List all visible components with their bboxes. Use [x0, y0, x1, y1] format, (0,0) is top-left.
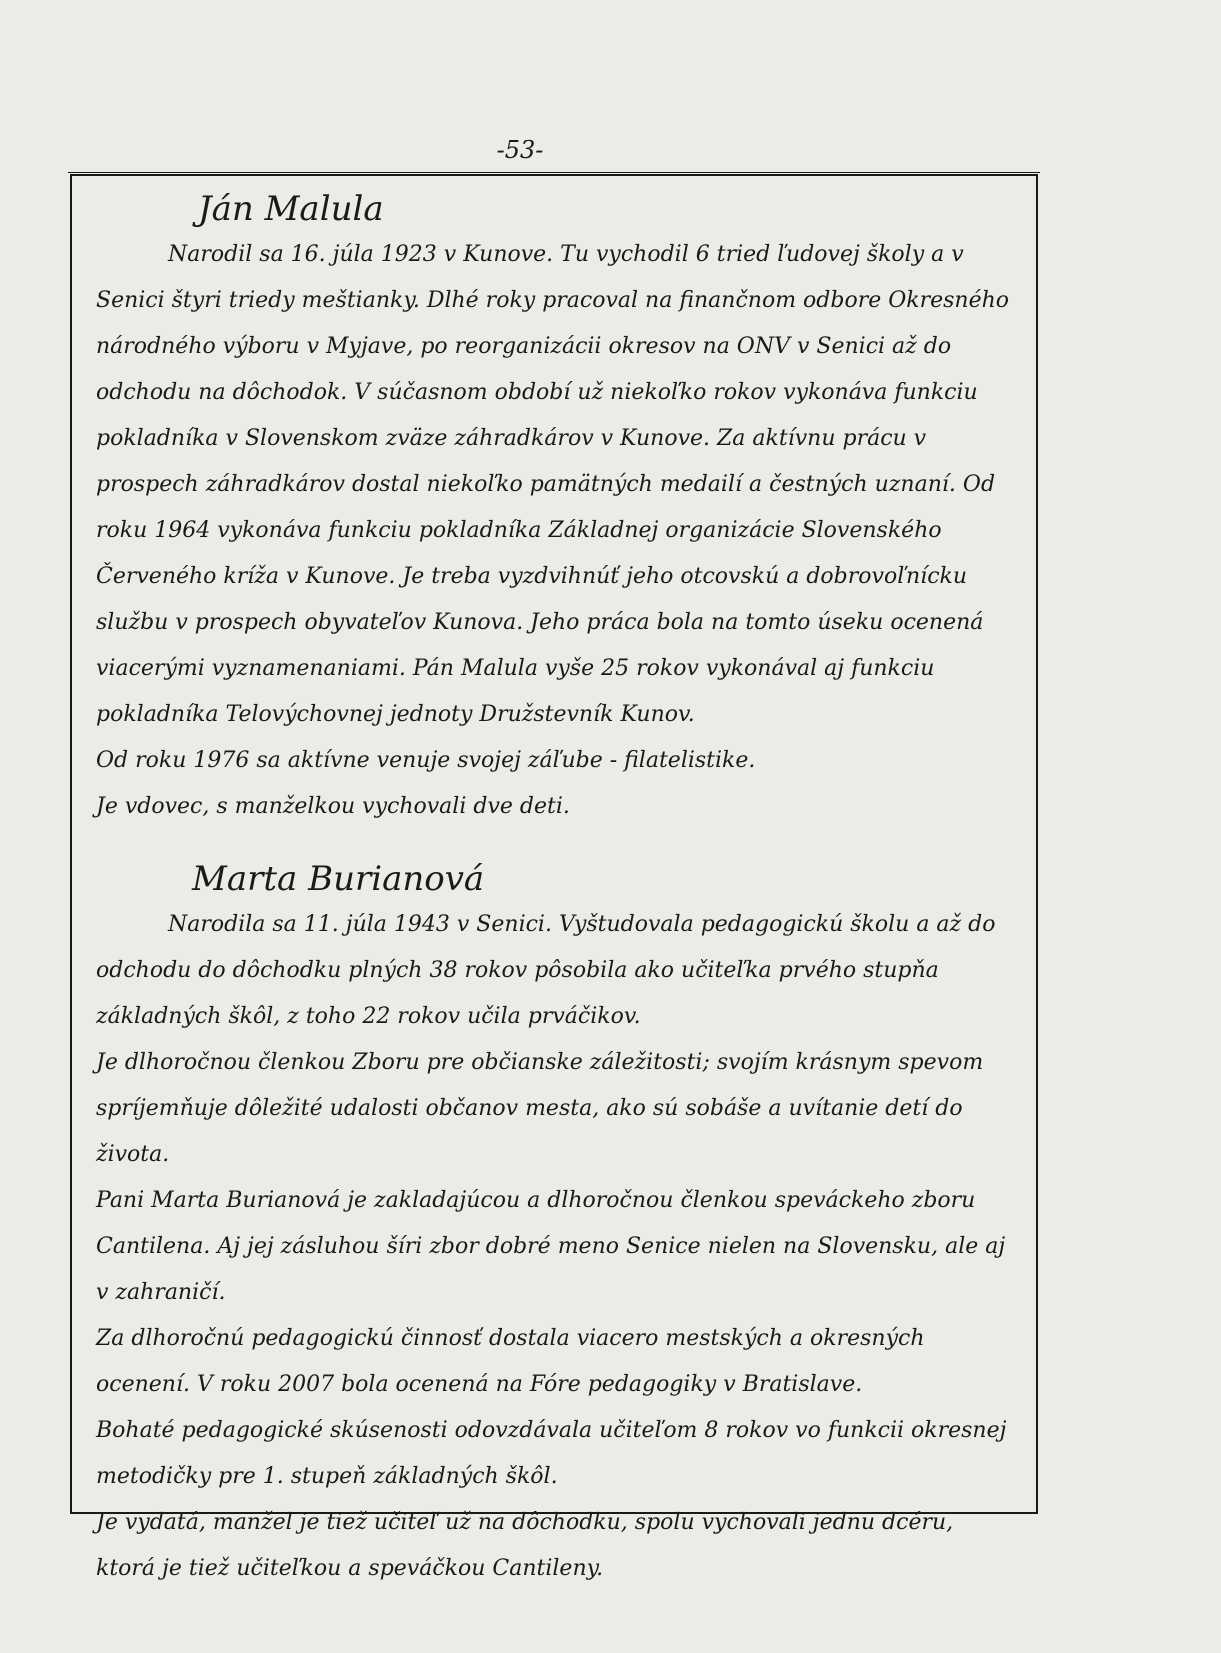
entry-paragraph: Narodila sa 11. júla 1943 v Senici. Vyštudovala pedagogickú školu a až do odchodu do dôchodku plných 38 rokov pôsobila ako učiteľka prvého stupňa základných škôl, z toho 22 rokov učila prváčikov. [96, 912, 996, 1029]
entry-paragraph: Za dlhoročnú pedagogickú činnosť dostala viacero mestských a okresných ocenení. V roku 2007 bola ocenená na Fóre pedagogiky v Bratislave. [96, 1326, 925, 1397]
entry-paragraph: Bohaté pedagogické skúsenosti odovzdávala učiteľom 8 rokov vo funkcii okresnej metodičky pre 1. stupeň základných škôl. [96, 1418, 1007, 1489]
entry-paragraph: Je dlhoročnou členkou Zboru pre občianske záležitosti; svojím krásnym spevom spríjemňuje dôležité udalosti občanov mesta, ako sú sobáše a uvítanie detí do života. [96, 1050, 984, 1167]
entry-paragraph: Narodil sa 16. júla 1923 v Kunove. Tu vychodil 6 tried ľudovej školy a v Senici štyri triedy meštianky. Dlhé roky pracoval na finančnom odbore Okresného národného výboru v Myjave, po reorganizácii okresov na ONV v Senici až do odchodu na dôchodok. V súčasnom období už niekoľko rokov vykonáva funkciu pokladníka v Slovenskom zväze záhradkárov v Kunove. Za aktívnu prácu v prospech záhradkárov dostal niekoľko pamätných medailí a čestných uznaní. Od roku 1964 vykonáva funkciu pokladníka Základnej organizácie Slovenského Červeného kríža v Kunove. Je treba vyzdvihnúť jeho otcovskú a dobrovoľnícku službu v prospech obyvateľov Kunova. Jeho práca bola na tomto úseku ocenená viacerými vyznamenaniami. Pán Malula vyše 25 rokov vykonával aj funkciu pokladníka Telovýchovnej jednoty Družstevník Kunov. [96, 242, 1010, 727]
entry-jan-malula [96, 186, 1016, 830]
entry-paragraph: Je vdovec, s manželkou vychovali dve deti. [96, 794, 570, 819]
handwritten-page-frame [70, 174, 1038, 1581]
entry-paragraph: Od roku 1976 sa aktívne venuje svojej záľube - filatelistike. [96, 748, 756, 773]
entry-paragraph: Je vydatá, manžel je tiež učiteľ už na dôchodku, spolu vychovali jednu dcéru, ktorá je tiež učiteľkou a speváčkou Cantileny. [96, 1510, 954, 1581]
page-number: -53- [496, 136, 544, 164]
entry-marta-burianova [96, 856, 1016, 1592]
page-content [96, 186, 1016, 1592]
entry-title: Marta Burianová [192, 859, 485, 899]
entry-title: Ján Malula [198, 189, 384, 229]
entry-paragraph: Pani Marta Burianová je zakladajúcou a dlhoročnou členkou speváckeho zboru Cantilena. Aj jej zásluhou šíri zbor dobré meno Senice nielen na Slovensku, ale aj v zahraničí. [96, 1188, 1006, 1305]
